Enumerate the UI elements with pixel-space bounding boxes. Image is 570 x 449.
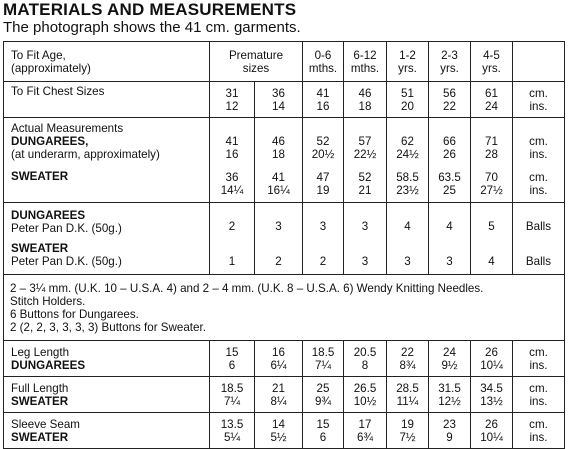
leg-length-row [4,341,565,377]
chest-cell: 61 24 [471,82,513,118]
full-cell: 25 9¾ [303,377,344,413]
yarn-cell: 2 [303,237,344,275]
full-cell: 34.5 13½ [471,377,513,413]
sleeve-cell: 15 6 [303,413,344,449]
yarn-dungarees-label: DUNGAREES [11,208,86,222]
sleeve-cell: 23 9 [429,413,471,449]
actual-cell: 62 24½ [387,118,429,166]
age-col-4-5: 4-5 yrs. [471,42,513,82]
leg-cell: 20.5 8 [344,341,387,377]
materials-row [4,275,565,341]
actual-label: Actual Measurements [11,122,124,136]
full-label: Full Length [11,381,69,395]
sleeve-cell: 13.5 5¼ [210,413,255,449]
actual-cell: 46 18 [255,118,303,166]
actual-sweater-row [4,166,565,203]
full-cell: 31.5 12½ [429,377,471,413]
actual-dungarees-row [4,118,565,166]
yarn-sweater-row [4,237,565,275]
yarn-dungarees-row [4,203,565,237]
yarn-cell: 3 [387,237,429,275]
sleeve-units: cm. ins. [513,413,565,449]
sweater-meas-cell: 36 14¼ [210,166,255,203]
leg-cell: 22 8¾ [387,341,429,377]
yarn-unit: Balls [513,203,565,237]
chest-cell: 51 20 [387,82,429,118]
actual-cell: 66 26 [429,118,471,166]
yarn-sweater-label-cell [4,237,210,275]
leg-label: Leg Length [11,345,70,359]
yarn-dungarees-label-cell [4,203,210,237]
age-col-1-2: 1-2 yrs. [387,42,429,82]
actual-cell: 57 22½ [344,118,387,166]
leg-units: cm. ins. [513,341,565,377]
leg-cell: 24 9½ [429,341,471,377]
age-col-0-6: 0-6 mths. [303,42,344,82]
sweater-meas-units: cm. ins. [513,166,565,203]
chest-cell: 36 14 [255,82,303,118]
yarn-unit: Balls [513,237,565,275]
chest-units: cm. ins. [513,82,565,118]
sleeve-cell: 26 10¼ [471,413,513,449]
yarn-cell: 5 [471,203,513,237]
full-length-row [4,377,565,413]
materials-cell [4,275,565,341]
yarn-cell: 3 [344,203,387,237]
sweater-meas-cell: 70 27½ [471,166,513,203]
leg-sub-label: DUNGAREES [11,358,86,372]
sweater-meas-cell: 58.5 23½ [387,166,429,203]
actual-note: (at underarm, approximately) [11,148,160,162]
materials-buttons-dungarees: 6 Buttons for Dungarees. [10,307,139,321]
age-label: To Fit Age, [11,48,66,62]
unit-col-header [513,42,565,82]
full-units: cm. ins. [513,377,565,413]
age-col-6-12: 6-12 mths. [344,42,387,82]
full-sub-label: SWEATER [11,394,69,408]
chest-cell: 46 18 [344,82,387,118]
header-row [4,42,565,82]
sleeve-sub-label: SWEATER [11,430,69,444]
leg-cell: 26 10¼ [471,341,513,377]
actual-sub-label: DUNGAREES, [11,135,89,149]
sleeve-label: Sleeve Seam [11,417,80,431]
actual-cell: 52 20½ [303,118,344,166]
sweater-meas-cell: 52 21 [344,166,387,203]
full-label-cell [4,377,210,413]
sleeve-cell: 17 6¾ [344,413,387,449]
leg-cell: 18.5 7¼ [303,341,344,377]
actual-label-cell [4,118,210,166]
yarn-cell: 4 [429,203,471,237]
full-cell: 28.5 11¼ [387,377,429,413]
chest-cell: 31 12 [210,82,255,118]
materials-holders: Stitch Holders. [10,294,86,308]
age-col-2-3: 2-3 yrs. [429,42,471,82]
sweater-meas-cell: 41 16¼ [255,166,303,203]
yarn-sweater-label: SWEATER [11,242,69,256]
chest-label: To Fit Chest Sizes [4,82,210,118]
yarn-dungarees-type: Peter Pan D.K. (50g.) [11,221,122,235]
full-cell: 26.5 10½ [344,377,387,413]
materials-needles: 2 – 3¼ mm. (U.K. 10 – U.S.A. 4) and 2 – 4 mm. (U.K. 8 – U.S.A. 6) Wendy Knitting Needles. [10,281,484,295]
chest-cell: 41 16 [303,82,344,118]
sweater-meas-cell: 47 19 [303,166,344,203]
sleeve-cell: 19 7½ [387,413,429,449]
actual-cell: 71 28 [471,118,513,166]
yarn-cell: 4 [387,203,429,237]
yarn-cell: 4 [471,237,513,275]
sleeve-cell: 14 5½ [255,413,303,449]
materials-buttons-sweater: 2 (2, 2, 3, 3, 3, 3) Buttons for Sweater. [10,320,206,334]
actual-cell: 41 16 [210,118,255,166]
yarn-cell: 3 [344,237,387,275]
full-cell: 18.5 7¼ [210,377,255,413]
page-subtitle: The photograph shows the 41 cm. garments. [3,19,301,36]
full-cell: 21 8¼ [255,377,303,413]
yarn-sweater-type: Peter Pan D.K. (50g.) [11,255,122,269]
age-label-cell [4,42,210,82]
yarn-cell: 1 [210,237,255,275]
age-label-note: (approximately) [11,61,91,75]
yarn-cell: 3 [429,237,471,275]
sleeve-seam-row [4,413,565,449]
page-title: MATERIALS AND MEASUREMENTS [3,0,297,19]
sweater-meas-label: SWEATER [4,166,210,203]
chest-cell: 56 22 [429,82,471,118]
yarn-cell: 2 [210,203,255,237]
sleeve-label-cell [4,413,210,449]
measurements-table [3,41,565,449]
yarn-cell: 3 [255,203,303,237]
chest-row [4,82,565,118]
actual-units: cm. ins. [513,118,565,166]
leg-label-cell [4,341,210,377]
premature-header: Premature sizes [210,42,303,82]
leg-cell: 15 6 [210,341,255,377]
yarn-cell: 3 [303,203,344,237]
yarn-cell: 2 [255,237,303,275]
leg-cell: 16 6¼ [255,341,303,377]
sweater-meas-cell: 63.5 25 [429,166,471,203]
